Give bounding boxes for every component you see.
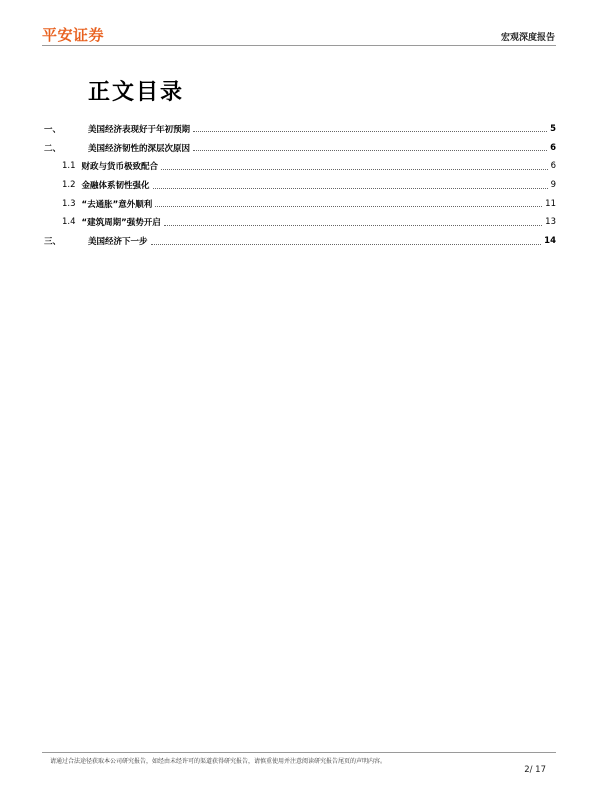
toc-entry-page: 5 [550, 123, 556, 134]
toc-entry-2-1[interactable] [44, 157, 556, 176]
toc-entry-number: 1.1 [62, 161, 76, 172]
page-number: 2/ 17 [524, 765, 546, 775]
toc-entry-number: 二、 [44, 143, 62, 154]
footer-disclaimer: 请通过合法途径获取本公司研究报告，如经由未经许可的渠道获得研究报告，请慎重使用并注意阅读研究报告尾页的声明内容。 [50, 758, 387, 765]
footer-divider [42, 752, 556, 753]
company-logo: 平安证券 [42, 26, 105, 44]
toc-entry-3[interactable] [44, 232, 556, 251]
toc-leader-dots [193, 150, 547, 151]
toc-entry-1[interactable] [44, 119, 556, 138]
page-title: 正文目录 [88, 80, 185, 105]
toc-entry-page: 6 [550, 142, 556, 153]
header-divider [42, 45, 556, 46]
toc-entry-title: “去通胀”意外顺利 [81, 199, 153, 210]
toc-entry-title: 财政与货币极致配合 [81, 162, 159, 173]
toc-entry-page: 13 [545, 217, 556, 228]
toc-entry-page: 14 [544, 236, 556, 247]
toc-entry-page: 6 [550, 161, 556, 172]
toc-entry-title: 美国经济韧性的深层次原因 [88, 143, 191, 154]
toc-entry-title: 美国经济表现好于年初预期 [88, 124, 191, 135]
toc-leader-dots [161, 169, 548, 170]
toc-entry-number: 1.3 [62, 198, 76, 209]
toc-entry-2-3[interactable] [44, 194, 556, 213]
report-type-label: 宏观深度报告 [500, 33, 555, 43]
toc-entry-number: 一、 [44, 124, 62, 135]
toc-entry-number: 三、 [44, 237, 62, 248]
toc-entry-title: “建筑周期”强势开启 [81, 218, 161, 229]
table-of-contents [44, 119, 556, 251]
toc-leader-dots [153, 188, 548, 189]
page-header [0, 0, 600, 50]
toc-entry-title: 金融体系韧性强化 [81, 181, 150, 192]
toc-entry-number: 1.2 [62, 180, 76, 191]
toc-entry-2-4[interactable] [44, 213, 556, 232]
toc-leader-dots [193, 131, 547, 132]
toc-entry-number: 1.4 [62, 217, 76, 228]
toc-entry-2[interactable] [44, 138, 556, 157]
toc-leader-dots [151, 244, 542, 245]
toc-leader-dots [164, 225, 542, 226]
toc-entry-page: 9 [550, 180, 556, 191]
toc-entry-2-2[interactable] [44, 176, 556, 195]
toc-entry-page: 11 [545, 198, 556, 209]
toc-entry-title: 美国经济下一步 [88, 237, 148, 248]
toc-leader-dots [155, 206, 542, 207]
